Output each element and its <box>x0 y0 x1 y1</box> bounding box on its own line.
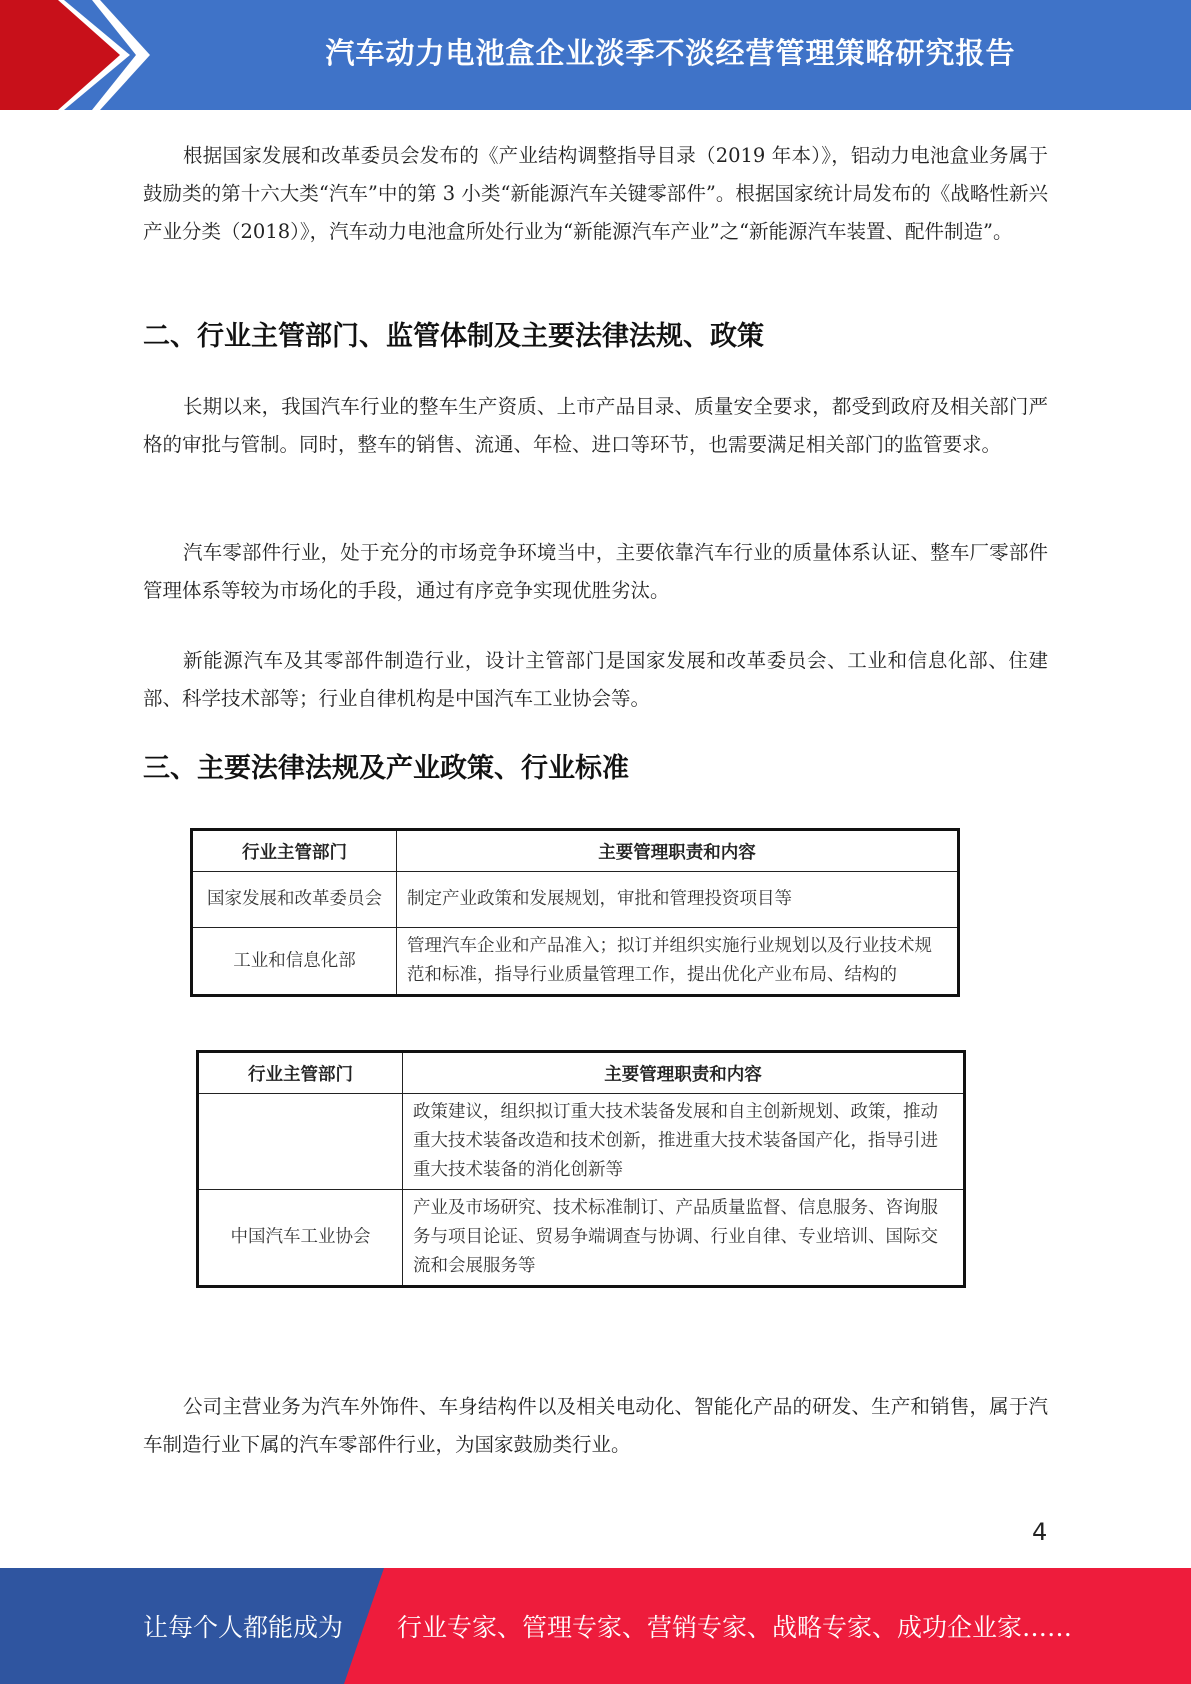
table-cell-duty: 政策建议，组织拟订重大技术装备发展和自主创新规划、政策，推动重大技术装备改造和技术创新，推进重大技术装备国产化，指导引进重大技术装备的消化创新等 <box>403 1094 965 1190</box>
authority-table-2 <box>196 1050 966 1288</box>
table-cell-dept: 国家发展和改革委员会 <box>192 872 397 928</box>
table-header-dept: 行业主管部门 <box>198 1052 403 1094</box>
table-cell-duty: 制定产业政策和发展规划，审批和管理投资项目等 <box>397 872 959 928</box>
table-cell-dept: 工业和信息化部 <box>192 928 397 996</box>
table-row <box>198 1094 965 1190</box>
footer-slogan-left: 让每个人都能成为 <box>143 1613 344 1642</box>
table-row <box>192 928 959 996</box>
table-row <box>198 1190 965 1287</box>
footer-slogan-right: 行业专家、管理专家、营销专家、战略专家、成功企业家…… <box>397 1613 1073 1642</box>
table-header-duty: 主要管理职责和内容 <box>403 1052 965 1094</box>
table-header-row <box>192 830 959 872</box>
table-header-dept: 行业主管部门 <box>192 830 397 872</box>
header-banner <box>0 0 1191 110</box>
table-cell-dept: 中国汽车工业协会 <box>198 1190 403 1287</box>
page-number: 4 <box>1032 1518 1048 1546</box>
paragraph-industry-classification: 根据国家发展和改革委员会发布的《产业结构调整指导目录（2019 年本）》，铝动力电池盒业务属于鼓励类的第十六大类“汽车”中的第 3 小类“新能源汽车关键零部件”。根据国家统计局发布的《战略性新兴产业分类（2018）》，汽车动力电池盒所处行业为“新能源汽车产业”之“新能源汽车装置、配件制造”。 <box>143 144 1048 243</box>
table-header-row <box>198 1052 965 1094</box>
report-title: 汽车动力电池盒企业淡季不淡经营管理策略研究报告 <box>325 35 1016 70</box>
table-header-duty: 主要管理职责和内容 <box>397 830 959 872</box>
table-cell-duty: 管理汽车企业和产品准入；拟订并组织实施行业规划以及行业技术规范和标准，指导行业质量管理工作，提出优化产业布局、结构的 <box>397 928 959 996</box>
section-heading-2: 二、行业主管部门、监管体制及主要法律法规、政策 <box>143 321 764 352</box>
table-cell-dept <box>198 1094 403 1190</box>
table-cell-duty: 产业及市场研究、技术标准制订、产品质量监督、信息服务、咨询服务与项目论证、贸易争端调查与协调、行业自律、专业培训、国际交流和会展服务等 <box>403 1190 965 1287</box>
table-row <box>192 872 959 928</box>
paragraph-authorities: 新能源汽车及其零部件制造行业，设计主管部门是国家发展和改革委员会、工业和信息化部、住建部、科学技术部等；行业自律机构是中国汽车工业协会等。 <box>143 649 1048 710</box>
paragraph-company-business: 公司主营业务为汽车外饰件、车身结构件以及相关电动化、智能化产品的研发、生产和销售，属于汽车制造行业下属的汽车零部件行业，为国家鼓励类行业。 <box>143 1395 1048 1456</box>
footer-banner <box>0 1568 1191 1684</box>
section-heading-3: 三、主要法律法规及产业政策、行业标准 <box>143 753 629 784</box>
authority-table-1 <box>190 828 960 997</box>
paragraph-regulation: 长期以来，我国汽车行业的整车生产资质、上市产品目录、质量安全要求，都受到政府及相关部门严格的审批与管制。同时，整车的销售、流通、年检、进口等环节，也需要满足相关部门的监管要求。 <box>143 395 1048 456</box>
paragraph-parts-industry: 汽车零部件行业，处于充分的市场竞争环境当中，主要依靠汽车行业的质量体系认证、整车厂零部件管理体系等较为市场化的手段，通过有序竞争实现优胜劣汰。 <box>143 541 1048 602</box>
